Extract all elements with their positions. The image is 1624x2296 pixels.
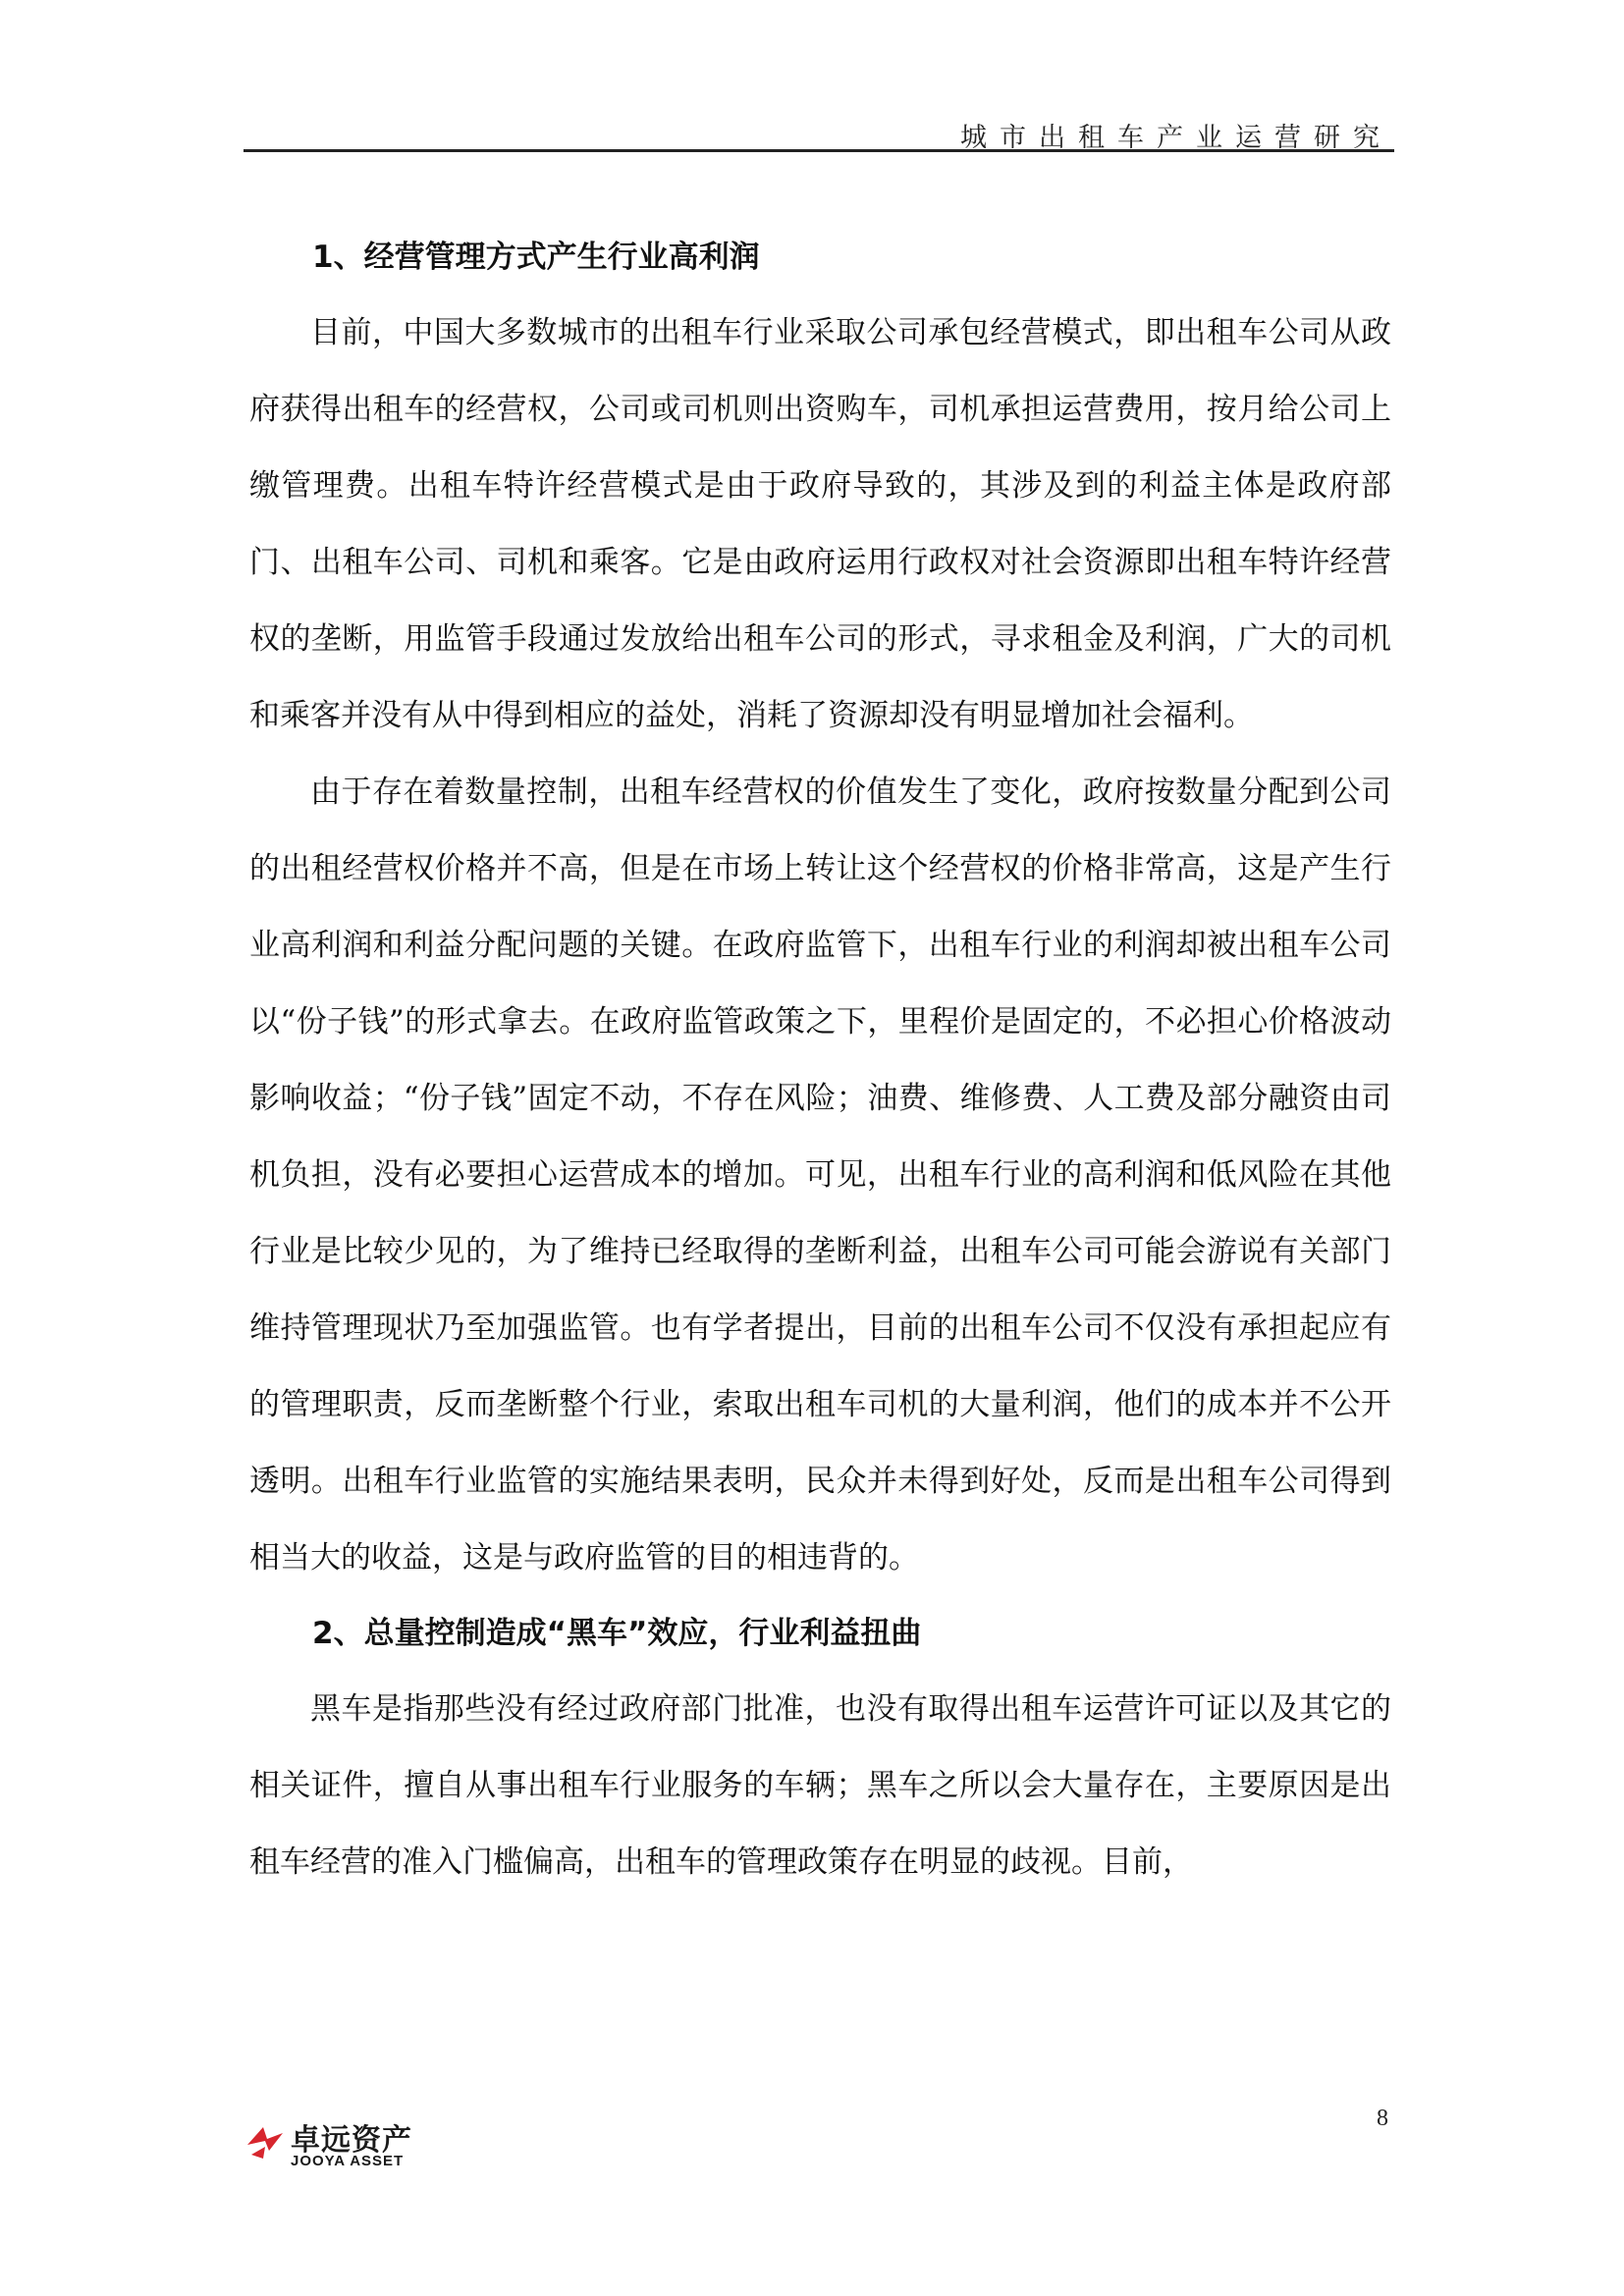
logo-mark-icon <box>244 2117 291 2164</box>
logo-english-text: JOOYA ASSET <box>291 2153 405 2169</box>
section-heading-1: 1、经营管理方式产生行业高利润 <box>312 240 760 275</box>
header-rule <box>244 149 1394 152</box>
section-heading-2: 2、总量控制造成“黑车”效应，行业利益扭曲 <box>312 1616 922 1651</box>
logo-chinese-text: 卓远资产 <box>291 2123 412 2158</box>
document-body <box>249 220 1391 1900</box>
page-number: 8 <box>1377 2106 1388 2131</box>
paragraph-2-1: 黑车是指那些没有经过政府部门批准，也没有取得出租车运营许可证以及其它的相关证件，擅自从事出租车行业服务的车辆；黑车之所以会大量存在，主要原因是出租车经营的准入门槛偏高，出租车的管理政策存在明显的歧视。目前， <box>249 1691 1391 1880</box>
company-logo <box>244 2115 420 2184</box>
paragraph-1-1: 目前，中国大多数城市的出租车行业采取公司承包经营模式，即出租车公司从政府获得出租车的经营权，公司或司机则出资购车，司机承担运营费用，按月给公司上缴管理费。出租车特许经营模式是由于政府导致的，其涉及到的利益主体是政府部门、出租车公司、司机和乘客。它是由政府运用行政权对社会资源即出租车特许经营权的垄断，用监管手段通过发放给出租车公司的形式，寻求租金及利润，广大的司机和乘客并没有从中得到相应的益处，消耗了资源却没有明显增加社会福利。 <box>249 315 1391 733</box>
running-header-title: 城市出租车产业运营研究 <box>960 123 1392 153</box>
paragraph-1-2: 由于存在着数量控制，出租车经营权的价值发生了变化，政府按数量分配到公司的出租经营权价格并不高，但是在市场上转让这个经营权的价格非常高，这是产生行业高利润和利益分配问题的关键。在政府监管下，出租车行业的利润却被出租车公司以“份子钱”的形式拿去。在政府监管政策之下，里程价是固定的，不必担心价格波动影响收益；“份子钱”固定不动，不存在风险；油费、维修费、人工费及部分融资由司机负担，没有必要担心运营成本的增加。可见，出租车行业的高利润和低风险在其他行业是比较少见的，为了维持已经取得的垄断利益，出租车公司可能会游说有关部门维持管理现状乃至加强监管。也有学者提出，目前的出租车公司不仅没有承担起应有的管理职责，反而垄断整个行业，索取出租车司机的大量利润，他们的成本并不公开透明。出租车行业监管的实施结果表明，民众并未得到好处，反而是出租车公司得到相当大的收益，这是与政府监管的目的相违背的。 <box>249 774 1391 1575</box>
